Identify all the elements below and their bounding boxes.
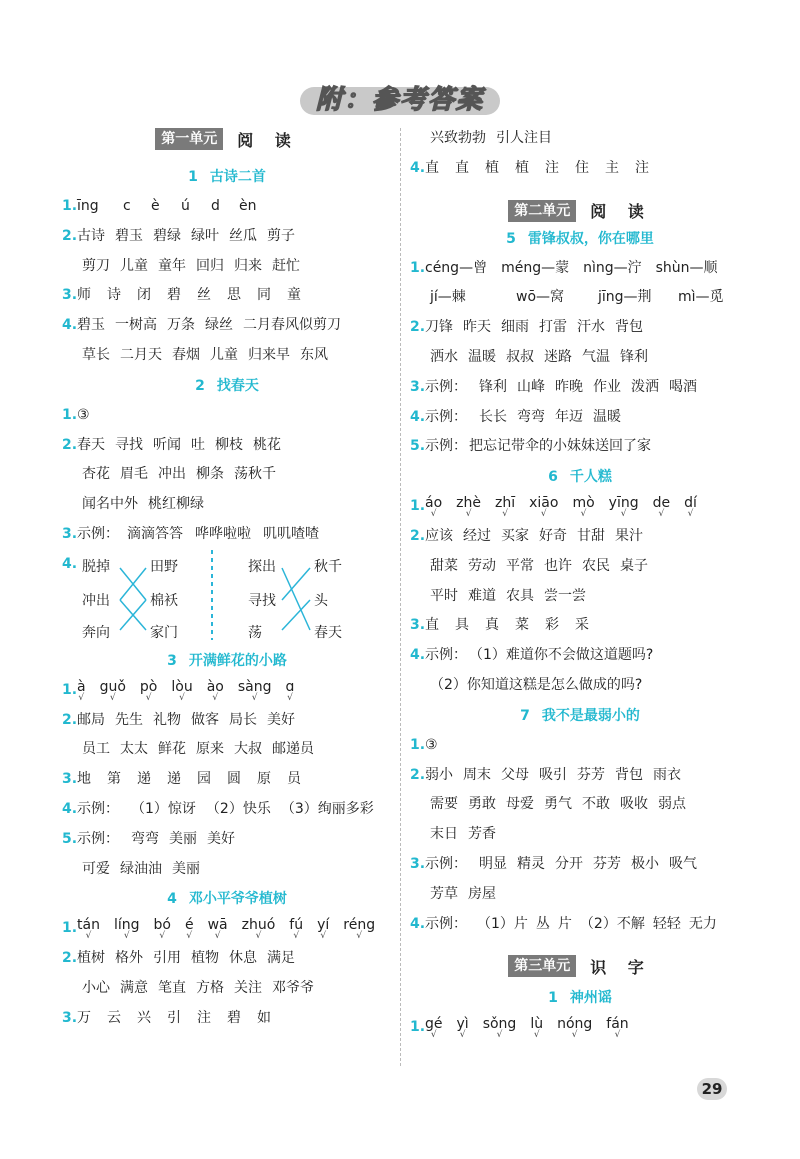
answer-row: 1. ③ bbox=[410, 736, 438, 753]
answer-row: 洒水 温暖 叔叔 迷路 气温 锋利 bbox=[430, 348, 648, 365]
answer-row: 1. ③ bbox=[62, 406, 90, 423]
answer-row: 5. 示例： 把忘记带伞的小妹妹送回了家 bbox=[410, 438, 651, 455]
answer-row: 平时 难道 农具 尝一尝 bbox=[430, 587, 586, 604]
answer-row: 4. 示例： （1）惊讶 （2）快乐 （3）绚丽多彩 bbox=[62, 800, 374, 817]
lesson-title: 7 我不是最弱小的 bbox=[520, 707, 640, 724]
answer-row: 1. céng—曾 méng—蒙 nìng—泞 shùn—顺 bbox=[410, 259, 718, 276]
lesson-title: 1 古诗二首 bbox=[188, 169, 266, 185]
answer-row: 1. gé √ yì √ sǒng √ lù √ nóng √ fán √ bbox=[410, 1016, 629, 1041]
answer-row: 末日 芳香 bbox=[430, 826, 496, 843]
answer-row: 2. 邮局 先生 礼物 做客 局长 美好 bbox=[62, 711, 295, 728]
answer-row: 3. 示例： 锋利 山峰 昨晚 作业 泼洒 喝酒 bbox=[410, 378, 697, 395]
answer-row: 3. 万 云 兴 引 注 碧 如 bbox=[62, 1009, 271, 1026]
answer-row: 2. 刀锋 昨天 细雨 打雷 汗水 背包 bbox=[410, 319, 643, 336]
answer-row: 甜菜 劳动 平常 也许 农民 桌子 bbox=[430, 557, 648, 574]
answer-row: 员工 太太 鲜花 原来 大叔 邮递员 bbox=[82, 741, 314, 758]
answer-row: 1. tán √ líng √ bó √ é √ wā √ zhuó √ fú √ yí √ réng √ bbox=[62, 917, 376, 942]
answer-row: 4. 示例： （1）片 丛 片 （2）不解 轻轻 无力 bbox=[410, 915, 717, 932]
answer-row: 3. 师 诗 闭 碧 丝 思 同 童 bbox=[62, 287, 301, 304]
answer-row: 闻名中外 桃红柳绿 bbox=[82, 496, 204, 513]
unit-heading bbox=[410, 196, 750, 226]
matching-lines bbox=[62, 550, 392, 670]
answer-row: 1. īng c è ú d èn bbox=[62, 198, 257, 214]
left-column bbox=[62, 124, 392, 1034]
answer-row: 1. à √ guǒ √ pò √ lòu √ ào √ sàng √ ɑ √ bbox=[62, 678, 295, 703]
unit-heading bbox=[410, 951, 750, 981]
answer-row: 4. 示例： （1）难道你不会做这道题吗? bbox=[410, 647, 654, 664]
answer-row: 兴致勃勃 引人注目 bbox=[430, 130, 552, 146]
answer-row: 2. 植树 格外 引用 植物 休息 满足 bbox=[62, 950, 295, 967]
answer-row: 3. 示例： 滴滴答答 哗哗啦啦 叽叽喳喳 bbox=[62, 525, 319, 542]
lesson-title: 1 神州谣 bbox=[548, 990, 612, 1007]
answer-row: 2. 应该 经过 买家 好奇 甘甜 果汁 bbox=[410, 527, 643, 544]
lesson-title: 6 千人糕 bbox=[548, 469, 612, 486]
answer-row: 4. 直 直 植 植 注 住 主 注 bbox=[410, 159, 649, 176]
answer-row: 4. 碧玉 一树高 万条 绿丝 二月春风似剪刀 bbox=[62, 317, 341, 334]
unit-name: 阅 读 bbox=[590, 202, 652, 222]
answer-row: （2）你知道这糕是怎么做成的吗? bbox=[430, 676, 643, 693]
unit-name: 识 字 bbox=[590, 957, 652, 977]
right-column bbox=[410, 124, 750, 1043]
matching-exercise: 4. 脱掉 冲出 奔向 田野 棉袄 家门 探出 寻找 荡 秋千 头 春天 bbox=[62, 550, 392, 670]
page-number: 29 bbox=[697, 1078, 727, 1100]
unit-tag: 第三单元 bbox=[508, 955, 576, 977]
answer-row: 需要 勇敢 母爱 勇气 不敢 吸收 弱点 bbox=[430, 796, 686, 813]
lesson-title: 3 开满鲜花的小路 bbox=[167, 652, 287, 669]
answer-row: 5. 示例： 弯弯 美丽 美好 bbox=[62, 830, 235, 847]
answer-row: 杏花 眉毛 冲出 柳条 荡秋千 bbox=[82, 466, 276, 483]
answer-row: 3. 直 具 真 菜 彩 采 bbox=[410, 617, 589, 634]
answer-row: 1. áo √ zhè √ zhī √ xiāo √ mò √ yīng √ de √ dí √ bbox=[410, 495, 697, 520]
answer-row: 草长 二月天 春烟 儿童 归来早 东风 bbox=[82, 346, 328, 363]
page-title: 附：参考答案 bbox=[315, 85, 484, 115]
unit-tag: 第一单元 bbox=[155, 128, 223, 150]
unit-name: 阅 读 bbox=[237, 130, 299, 150]
lesson-title: 4 邓小平爷爷植树 bbox=[167, 891, 287, 908]
unit-heading bbox=[62, 124, 392, 154]
answer-row: 2. 弱小 周末 父母 吸引 芬芳 背包 雨衣 bbox=[410, 766, 681, 783]
column-divider bbox=[400, 128, 401, 1066]
page-title-banner bbox=[300, 83, 500, 117]
answer-row: 2. 古诗 碧玉 碧绿 绿叶 丝瓜 剪子 bbox=[62, 227, 295, 244]
answer-row: 2. 春天 寻找 听闻 吐 柳枝 桃花 bbox=[62, 436, 281, 453]
answer-row: 3. 示例： 明显 精灵 分开 芬芳 极小 吸气 bbox=[410, 855, 697, 872]
answer-row: 4. 示例： 长长 弯弯 年迈 温暖 bbox=[410, 408, 621, 425]
answer-row: 芳草 房屋 bbox=[430, 885, 496, 902]
unit-tag: 第二单元 bbox=[508, 200, 576, 222]
answer-row: 剪刀 儿童 童年 回归 归来 赶忙 bbox=[82, 257, 300, 274]
lesson-title: 2 找春天 bbox=[195, 377, 259, 394]
answer-row: 小心 满意 笔直 方格 关注 邓爷爷 bbox=[82, 979, 314, 996]
answer-row: jí—棘 wō—窝 jīng—荆 mì—觅 bbox=[430, 289, 724, 306]
lesson-title: 5 雷锋叔叔，你在哪里 bbox=[506, 230, 654, 247]
answer-row: 可爱 绿油油 美丽 bbox=[82, 860, 200, 877]
answer-row: 3. 地 第 递 递 园 圆 原 员 bbox=[62, 771, 301, 788]
